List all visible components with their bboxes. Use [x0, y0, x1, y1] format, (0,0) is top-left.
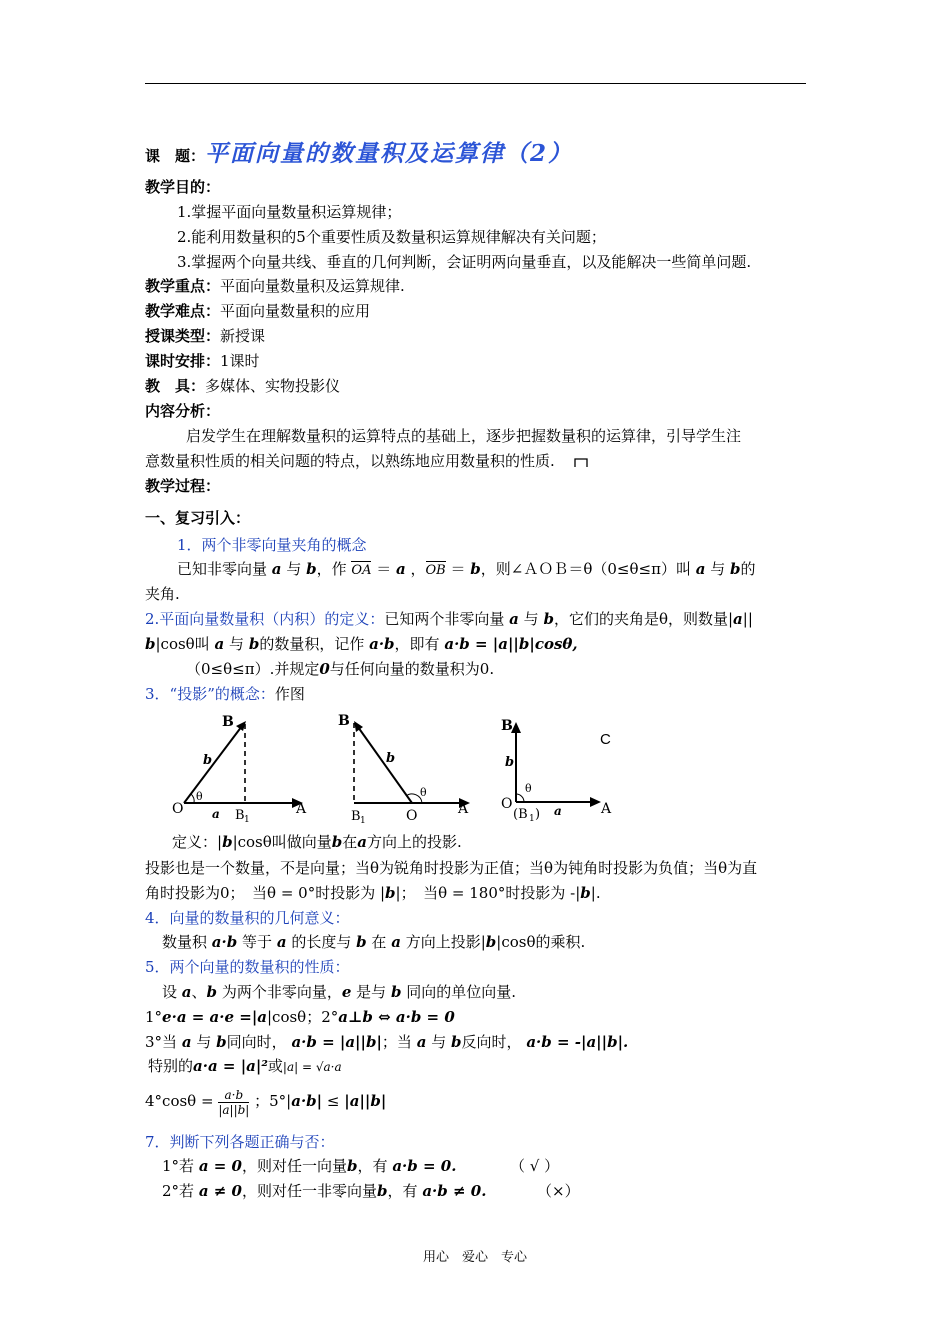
item-2-line-1: 2.平面向量数量积（内积）的定义：已知两个非零向量 a 与 b，它们的夹角是θ，则数量|a|| [145, 610, 753, 628]
sym-a-2: a [396, 560, 406, 578]
item-4-ab: a·b [211, 933, 238, 951]
item-5-e: 同向的单位向量. [406, 983, 517, 1001]
p1-formula: e·a = a·e =|a [162, 1008, 267, 1026]
sym-ab-dot: a·b [369, 635, 395, 653]
def-sym-b-2: b [331, 833, 343, 851]
goal-3: 3.掌握两个向量共线、垂直的几何判断，会证明两向量垂直，以及能解决一些简单问题. [177, 253, 752, 271]
title-prefix: 课 题： [145, 147, 206, 165]
item-5-c: 为两个非零向量， [221, 983, 342, 1001]
item-5-line [162, 981, 516, 1003]
p3-b-2: 与 [431, 1033, 447, 1051]
p4-label: 4°cosθ = [145, 1092, 214, 1110]
proj-2-b: |； 当θ = 180°时投影为 -| [395, 884, 581, 902]
item-1-line: 已知非零向量 a 与 b，作 OA ＝ a ，OB ＝ b，则∠ＡＯＢ＝θ（0≤θ≤π）叫 a 与 b的 [177, 558, 756, 582]
p1-label: 1° [145, 1008, 163, 1026]
item-2-and-2: 与 [229, 635, 245, 653]
sym-a-5: a [733, 610, 743, 628]
item-5-a: 设 [162, 983, 178, 1001]
def-d: 方向上的投影. [367, 833, 462, 851]
p3-same: a·b = |a||b| [291, 1033, 382, 1051]
fig3-label-o: O [501, 796, 513, 812]
fig3-label-a: a [554, 804, 562, 818]
item-2-title: 2.平面向量数量积（内积）的定义： [145, 610, 385, 628]
item-2-line-2 [145, 633, 578, 655]
item-3-title: 3．“投影”的概念： [145, 685, 275, 703]
frac-denominator: |a||b| [218, 1102, 250, 1117]
process-label: 教学过程： [145, 477, 221, 495]
item-2-text-a: 已知两个非零向量 [384, 610, 505, 628]
j1-res: a·b = 0. [392, 1157, 457, 1175]
j2-res: a·b ≠ 0. [422, 1182, 487, 1200]
item-3-line [145, 683, 305, 705]
sym-a-4: a [509, 610, 519, 628]
projection-figure-obtuse [332, 710, 482, 824]
goals-label: 教学目的： [145, 178, 221, 196]
j2-cond: a ≠ 0 [198, 1182, 242, 1200]
item-1-text-a: 已知非零向量 [177, 560, 268, 578]
sym-zero: 0 [319, 660, 330, 678]
item-4-e: 方向上投影| [405, 933, 486, 951]
def-sym-b: b [222, 833, 233, 851]
item-2-and: 与 [523, 610, 539, 628]
page-title [145, 140, 573, 170]
fig3-label-b1: (B [513, 807, 528, 822]
projection-figure-acute [170, 712, 310, 824]
proj-sym-b: b [385, 884, 396, 902]
fig2-label-b1: B [351, 809, 361, 824]
item-5-b: 、 [191, 983, 207, 1001]
fig3-label-theta: θ [525, 782, 532, 795]
item-4-sym-a-2: a [391, 933, 401, 951]
sym-b-3: b [730, 560, 741, 578]
diff-label: 教学难点： [145, 302, 221, 320]
j1-cond: a = 0 [198, 1157, 242, 1175]
type-value: 新授课 [220, 327, 266, 345]
proj-2-c: |. [590, 884, 601, 902]
item-4-sym-a: a [276, 933, 287, 951]
analysis-line-1: 启发学生在理解数量积的运算特点的基础上，逐步把握数量积的运算律，引导学生注 [186, 427, 742, 445]
projection-definition [172, 831, 462, 853]
p5-label: ；5°| [254, 1092, 292, 1110]
p3-label: 3°当 [145, 1033, 178, 1051]
p3-b: 与 [196, 1033, 212, 1051]
projection-note-1: 投影也是一个数量，不是向量；当θ为锐角时投影为正值；当θ为钝角时投影为负值；当θ为直 [145, 859, 758, 877]
fig1-label-o: O [172, 801, 184, 817]
p5-le: ≤ [326, 1092, 340, 1110]
property-3 [145, 1031, 628, 1053]
def-a: 定义：| [172, 833, 223, 851]
item-2-line3-a: （0≤θ≤π）.并规定 [186, 660, 320, 678]
item-4-line [162, 931, 585, 953]
j1-a: 1°若 [162, 1157, 195, 1175]
j1-sym-b: b [347, 1157, 358, 1175]
lesson-type [145, 325, 265, 347]
judge-2-mark: （×） [537, 1182, 580, 1200]
p5-right: |a||b| [344, 1092, 387, 1110]
p1-b: |cosθ；2° [267, 1008, 339, 1026]
item-4-a: 数量积 [162, 933, 208, 951]
fig2-label-b-vector: b [386, 751, 396, 766]
vector-ob: OB [426, 560, 446, 582]
item-1-text-d: ，则∠ＡＯＢ＝θ（0≤θ≤π）叫 [480, 560, 691, 578]
time-value: 1课时 [220, 352, 260, 370]
j2-a: 2°若 [162, 1182, 195, 1200]
proj-2-a: 角时投影为0； 当θ = 0°时投影为 | [145, 884, 386, 902]
p-special-aa: a·a = |a|² [193, 1057, 268, 1075]
fig2-label-o: O [406, 808, 418, 824]
item-2-text-e: ，即有 [394, 635, 440, 653]
item-1-text-e: 的 [740, 560, 756, 578]
fig3-label-close: ) [535, 807, 541, 822]
p2-formula: a⊥b ⇔ a·b = 0 [338, 1008, 455, 1026]
item-4-sym-b-2: b [485, 933, 497, 951]
page-footer: 用心 爱心 专心 [422, 1250, 527, 1265]
title-text: 平面向量的数量积及运算律（2） [205, 140, 574, 167]
stray-letter-c: C [600, 731, 611, 748]
item-2-line3-b: 与任何向量的数量积为0. [329, 660, 495, 678]
fig2-label-theta: θ [420, 786, 427, 799]
property-1-2 [145, 1006, 455, 1028]
fig1-label-a-point: A [296, 801, 307, 817]
item-5-d: 是与 [356, 983, 387, 1001]
judge-2 [162, 1180, 486, 1202]
goal-1: 1.掌握平面向量数量积运算规律； [177, 203, 402, 221]
def-b: |cosθ叫做向量 [232, 833, 332, 851]
fig3-label-sub: 1 [529, 814, 535, 824]
item-2-line-3 [186, 658, 494, 680]
p-special: 特别的 [148, 1057, 194, 1075]
item-5-title: 5．两个向量的数量积的性质： [145, 958, 350, 976]
tools-value: 多媒体、实物投影仪 [205, 377, 341, 395]
sym-a: a [271, 560, 282, 578]
item-4-d: 在 [371, 933, 387, 951]
item-2-text-c: |cosθ叫 [155, 635, 210, 653]
item-4-b: 等于 [242, 933, 273, 951]
item-5-sym-e: e [341, 983, 352, 1001]
analysis-line-2-text: 意数量积性质的相关问题的特点，以熟练地应用数量积的性质. [145, 452, 555, 470]
sym-a-6: a [214, 635, 225, 653]
fig3-label-a-point: A [601, 801, 612, 817]
fig2-label-a-point: A [458, 801, 469, 817]
p-special-sqrt: |a| = √a·a [282, 1060, 342, 1074]
p3-sym-a-2: a [416, 1033, 427, 1051]
item-1-text-c: ，作 [316, 560, 347, 578]
fig3-label-b-point: B [501, 718, 513, 734]
item-4-f: |cosθ的乘积. [496, 933, 586, 951]
key-point [145, 275, 405, 297]
item-2-text-d: 的数量积，记作 [259, 635, 365, 653]
judge-1-mark: （ √ ） [510, 1157, 560, 1175]
frac-numerator: a·b [218, 1088, 249, 1103]
sym-b: b [306, 560, 317, 578]
item-1-text-b-2: 与 [710, 560, 726, 578]
projection-note-2 [145, 882, 601, 904]
p3-d: ；当 [381, 1033, 412, 1051]
fig1-label-a: a [212, 807, 220, 821]
sym-a-3: a [695, 560, 706, 578]
sym-b-6: b [248, 635, 260, 653]
p3-sym-b: b [216, 1033, 227, 1051]
analysis-line-2 [145, 450, 588, 472]
fig3-label-b-vector: b [505, 755, 515, 770]
def-sym-a: a [357, 833, 368, 851]
item-1-text-b: 与 [286, 560, 302, 578]
cos-fraction [218, 1088, 249, 1117]
tools-label: 教 具： [145, 377, 206, 395]
type-label: 授课类型： [145, 327, 221, 345]
item-7-title: 7．判断下列各题正确与否： [145, 1133, 335, 1151]
analysis-label: 内容分析： [145, 402, 221, 420]
teaching-tools [145, 375, 340, 397]
proj-sym-b-2: b [580, 884, 591, 902]
fig2-label-b-point: B [338, 713, 350, 729]
item-1-title: 1．两个非零向量夹角的概念 [177, 536, 367, 554]
sym-b-4: b [543, 610, 554, 628]
p3-sym-b-2: b [451, 1033, 462, 1051]
time-label: 课时安排： [145, 352, 221, 370]
fig1-label-b1: B [235, 808, 245, 823]
j2-b: ，则对任一非零向量 [242, 1182, 378, 1200]
property-special [148, 1055, 342, 1078]
p3-e: 反向时， [461, 1033, 522, 1051]
key-label: 教学重点： [145, 277, 221, 295]
sym-b-2: b [470, 560, 481, 578]
difficulty [145, 300, 370, 322]
fig1-label-theta: θ [196, 790, 203, 803]
item-4-sym-b: b [356, 933, 367, 951]
p5-mid: a·b| [291, 1092, 323, 1110]
item-4-title: 4．向量的数量积的几何意义： [145, 909, 350, 927]
fig2-label-sub: 1 [360, 816, 366, 824]
fig1-label-b-vector: b [203, 753, 213, 768]
item-5-sym-b: b [206, 983, 218, 1001]
section-heading: 一、复习引入： [145, 509, 251, 527]
j2-c: ，有 [387, 1182, 418, 1200]
key-value: 平面向量数量积及运算规律. [220, 277, 405, 295]
p3-sym-a: a [181, 1033, 192, 1051]
diff-value: 平面向量数量积的应用 [220, 302, 371, 320]
def-c: 在 [342, 833, 358, 851]
fig1-label-b-point: B [222, 714, 234, 730]
sym-ab-eq: a·b = |a||b|cosθ, [444, 635, 578, 653]
small-bracket-mark [574, 456, 588, 468]
j1-c: ，有 [357, 1157, 388, 1175]
p-special-or: 或 [267, 1057, 283, 1075]
item-3-draw: 作图 [274, 685, 305, 703]
property-4-5 [145, 1083, 386, 1119]
time-arrangement [145, 350, 260, 372]
item-5-sym-a: a [181, 983, 192, 1001]
item-1-line-2: 夹角. [145, 585, 180, 603]
item-5-sym-b-2: b [390, 983, 402, 1001]
item-4-c: 的长度与 [291, 933, 352, 951]
judge-1 [162, 1155, 456, 1177]
j2-sym-b: b [377, 1182, 388, 1200]
item-2-text-b: ，它们的夹角是θ，则数量| [553, 610, 734, 628]
j1-b: ，则对任一向量 [242, 1157, 348, 1175]
fig1-label-sub: 1 [244, 815, 250, 824]
header-rule [145, 83, 806, 84]
p3-c: 同向时， [226, 1033, 287, 1051]
goal-2: 2.能利用数量积的5个重要性质及数量积运算规律解决有关问题； [177, 228, 606, 246]
p3-opp: a·b = -|a||b|. [526, 1033, 629, 1051]
vector-oa: OA [351, 560, 371, 582]
sym-b-5: b [145, 635, 156, 653]
